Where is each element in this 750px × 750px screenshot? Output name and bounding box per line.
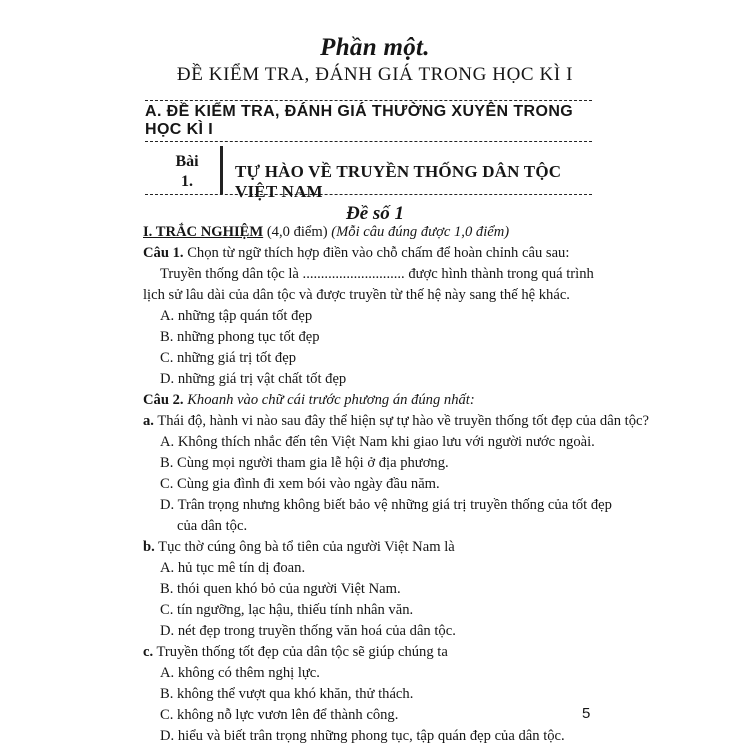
q2b-text: Tục thờ cúng ông bà tổ tiên của người Việt Nam là — [158, 539, 455, 555]
part1-heading: I. TRẮC NGHIỆM — [143, 224, 264, 240]
q1-option-d: D. những giá trị vật chất tốt đẹp — [160, 371, 347, 387]
q2c-text: Truyền thống tốt đẹp của dân tộc sẽ giúp chúng ta — [156, 644, 448, 660]
q2a-line — [143, 411, 649, 432]
q2c-label: c. — [143, 644, 154, 660]
q2a-option-c: C. Cùng gia đình đi xem bói vào ngày đầu năm. — [160, 476, 440, 492]
q2b-option-c: C. tín ngưỡng, lạc hậu, thiếu tính nhân văn. — [160, 602, 414, 618]
q2a-option-d: D. Trân trọng nhưng không biết bảo vệ những giá trị truyền thống của tốt đẹp — [160, 497, 612, 513]
q1-prompt-line — [143, 243, 603, 264]
q2b-option-b: B. thói quen khó bỏ của người Việt Nam. — [160, 581, 401, 597]
section-header-box — [145, 100, 592, 142]
q2c-option-a: A. không có thêm nghị lực. — [160, 665, 320, 681]
q2b-option-d: D. nét đẹp trong truyền thống văn hoá của dân tộc. — [160, 623, 456, 639]
lesson-number: 1. — [181, 173, 193, 190]
q2-label: Câu 2. — [143, 392, 184, 408]
q1-option-b: B. những phong tục tốt đẹp — [160, 329, 320, 345]
q2-prompt-line — [143, 390, 603, 411]
q2a-option-a: A. Không thích nhắc đến tên Việt Nam khi giao lưu với người nước ngoài. — [160, 434, 595, 450]
part-subtitle: ĐỀ KIỂM TRA, ĐÁNH GIÁ TRONG HỌC KÌ I — [176, 64, 574, 85]
q1-sentence-line1: Truyền thống dân tộc là ............................ được hình thành trong quá trình — [160, 266, 594, 282]
q2a-label: a. — [143, 413, 154, 429]
q2c-option-d: D. hiểu và biết trân trọng những phong tục, tập quán đẹp của dân tộc. — [160, 728, 565, 744]
part1-score: (4,0 điểm) — [266, 224, 328, 240]
exam-content — [143, 222, 649, 747]
q2b-line — [143, 537, 603, 558]
section-title: A. ĐỀ KIỂM TRA, ĐÁNH GIÁ THƯỜNG XUYÊN TRONG HỌC KÌ I — [145, 103, 574, 138]
q1-prompt: Chọn từ ngữ thích hợp điền vào chỗ chấm để hoàn chỉnh câu sau: — [187, 245, 570, 261]
q1-sentence-line2: lịch sử lâu dài của dân tộc và được truyền từ thế hệ này sang thế hệ khác. — [143, 287, 570, 303]
part-title: Phần một. — [320, 34, 430, 61]
q2c-option-b: B. không thể vượt qua khó khăn, thử thách. — [160, 686, 414, 702]
q1-option-a: A. những tập quán tốt đẹp — [160, 308, 313, 324]
q2a-option-b: B. Cùng mọi người tham gia lễ hội ở địa phương. — [160, 455, 449, 471]
lesson-label — [167, 152, 207, 192]
part1-note: (Mỗi câu đúng được 1,0 điểm) — [331, 224, 510, 240]
q2b-option-a: A. hủ tục mê tín dị đoan. — [160, 560, 306, 576]
part1-heading-line — [143, 222, 603, 243]
exam-title: Đề số 1 — [345, 203, 405, 224]
q2-prompt: Khoanh vào chữ cái trước phương án đúng nhất: — [187, 392, 475, 408]
q2c-line — [143, 642, 603, 663]
page-number: 5 — [582, 705, 591, 722]
q1-label: Câu 1. — [143, 245, 184, 261]
lesson-label-word: Bài — [175, 153, 199, 170]
q2c-option-c: C. không nỗ lực vươn lên để thành công. — [160, 707, 399, 723]
q2a-text: Thái độ, hành vi nào sau đây thể hiện sự tự hào về truyền thống tốt đẹp của dân tộc? — [157, 413, 649, 429]
q2a-option-d-cont: của dân tộc. — [177, 518, 248, 534]
lesson-title: TỰ HÀO VỀ TRUYỀN THỐNG DÂN TỘC VIỆT NAM — [235, 162, 562, 201]
lesson-divider — [220, 146, 223, 194]
q1-option-c: C. những giá trị tốt đẹp — [160, 350, 296, 366]
q2b-label: b. — [143, 539, 155, 555]
lesson-header — [145, 146, 592, 201]
